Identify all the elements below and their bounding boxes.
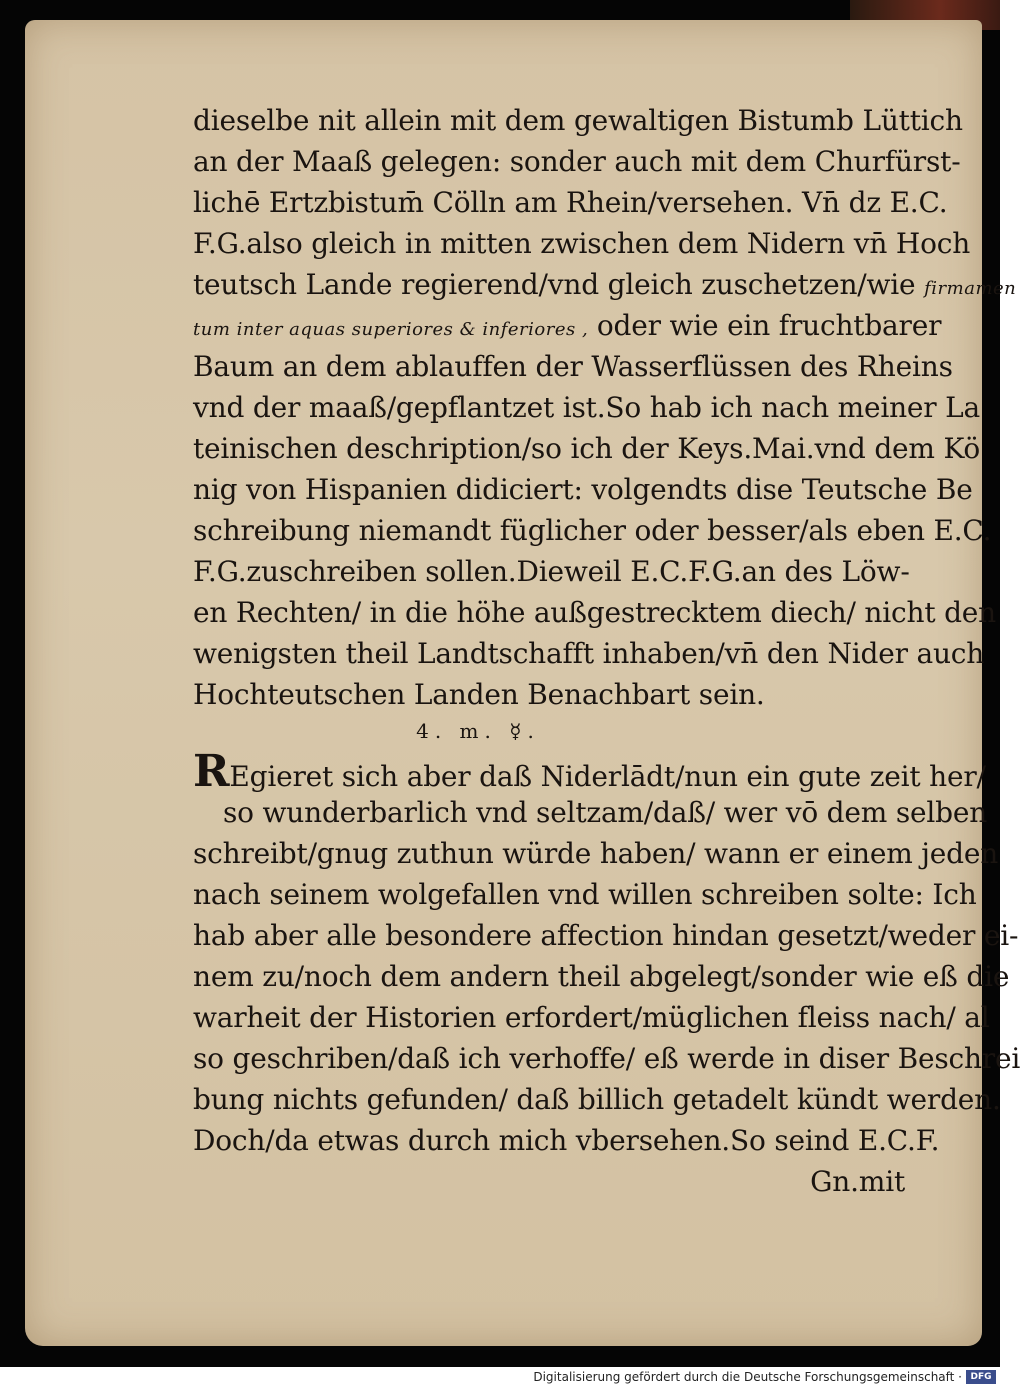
dfg-logo: DFG — [966, 1370, 996, 1384]
text-line — [193, 746, 986, 797]
signature-mark: 4. m. ☿. — [416, 719, 540, 743]
paragraph-1 — [193, 100, 1017, 715]
text-line: Doch/da etwas durch mich vbersehen.So seind E.C.F. — [193, 1124, 940, 1157]
text-line: schreibt/gnug zuthun würde haben/ wann er einem jeden — [193, 837, 999, 870]
latin-text: tum inter aquas superiores & inferiores , — [193, 319, 589, 340]
funding-notice: Digitalisierung gefördert durch die Deutsche Forschungsgemeinschaft · — [533, 1370, 962, 1384]
text-line: dieselbe nit allein mit dem gewaltigen Bistumb Lüttich — [193, 104, 963, 137]
text-line: nem zu/noch dem andern theil abgelegt/sonder wie eß die — [193, 960, 1010, 993]
latin-text: firmamen — [924, 278, 1017, 299]
text-segment: Egieret sich aber daß Niderlādt/nun ein gute zeit her/ — [229, 760, 986, 793]
paragraph-2 — [193, 746, 1020, 1202]
text-line: bung nichts gefunden/ daß billich getadelt kündt werden. — [193, 1083, 1001, 1116]
text-line: nach seinem wolgefallen vnd willen schreiben solte: Ich — [193, 878, 977, 911]
text-line: an der Maaß gelegen: sonder auch mit dem Churfürst‑ — [193, 145, 961, 178]
page-text — [193, 100, 1020, 1202]
text-line: en Rechten/ in die höhe außgestrecktem diech/ nicht den — [193, 596, 996, 629]
text-line: F.G.also gleich in mitten zwischen dem Nidern vn̄ Hoch — [193, 227, 971, 260]
catchword: Gn.mit — [810, 1165, 905, 1198]
text-line: wenigsten theil Landtschafft inhaben/vn̄ den Nider auch — [193, 637, 985, 670]
text-line: teinischen deschription/so ich der Keys.Mai.vnd dem Kö — [193, 432, 981, 465]
text-line: warheit der Historien erfordert/müglichen fleiss nach/ al — [193, 1001, 990, 1034]
text-line: lichē Ertzbistum̄ Cölln am Rhein/versehen. Vn̄ dz E.C. — [193, 186, 948, 219]
text-line: so geschriben/daß ich verhoffe/ eß werde in diser Beschrei — [193, 1042, 1020, 1075]
text-line: F.G.zuschreiben sollen.Dieweil E.C.F.G.an des Löw‑ — [193, 555, 910, 588]
drop-capital: R — [193, 746, 230, 797]
text-segment: oder wie ein fruchtbarer — [596, 309, 942, 342]
text-line: Baum an dem ablauffen der Wasserflüssen des Rheins — [193, 350, 953, 383]
footer-bar — [0, 1367, 1000, 1387]
text-line — [193, 264, 1017, 305]
text-line: so wunderbarlich vnd seltzam/daß/ wer vō dem selben — [223, 796, 988, 829]
text-line: nig von Hispanien didiciert: volgendts dise Teutsche Be — [193, 473, 973, 506]
text-line — [193, 305, 942, 346]
text-line: schreibung niemandt füglicher oder besser/als eben E.C. — [193, 514, 992, 547]
text-line: vnd der maaß/gepflantzet ist.So hab ich nach meiner La — [193, 391, 981, 424]
text-line: Hochteutschen Landen Benachbart sein. — [193, 678, 765, 711]
text-line: hab aber alle besondere affection hindan gesetzt/weder ei‑ — [193, 919, 1019, 952]
text-segment: teutsch Lande regierend/vnd gleich zuschetzen/wie — [193, 268, 916, 301]
